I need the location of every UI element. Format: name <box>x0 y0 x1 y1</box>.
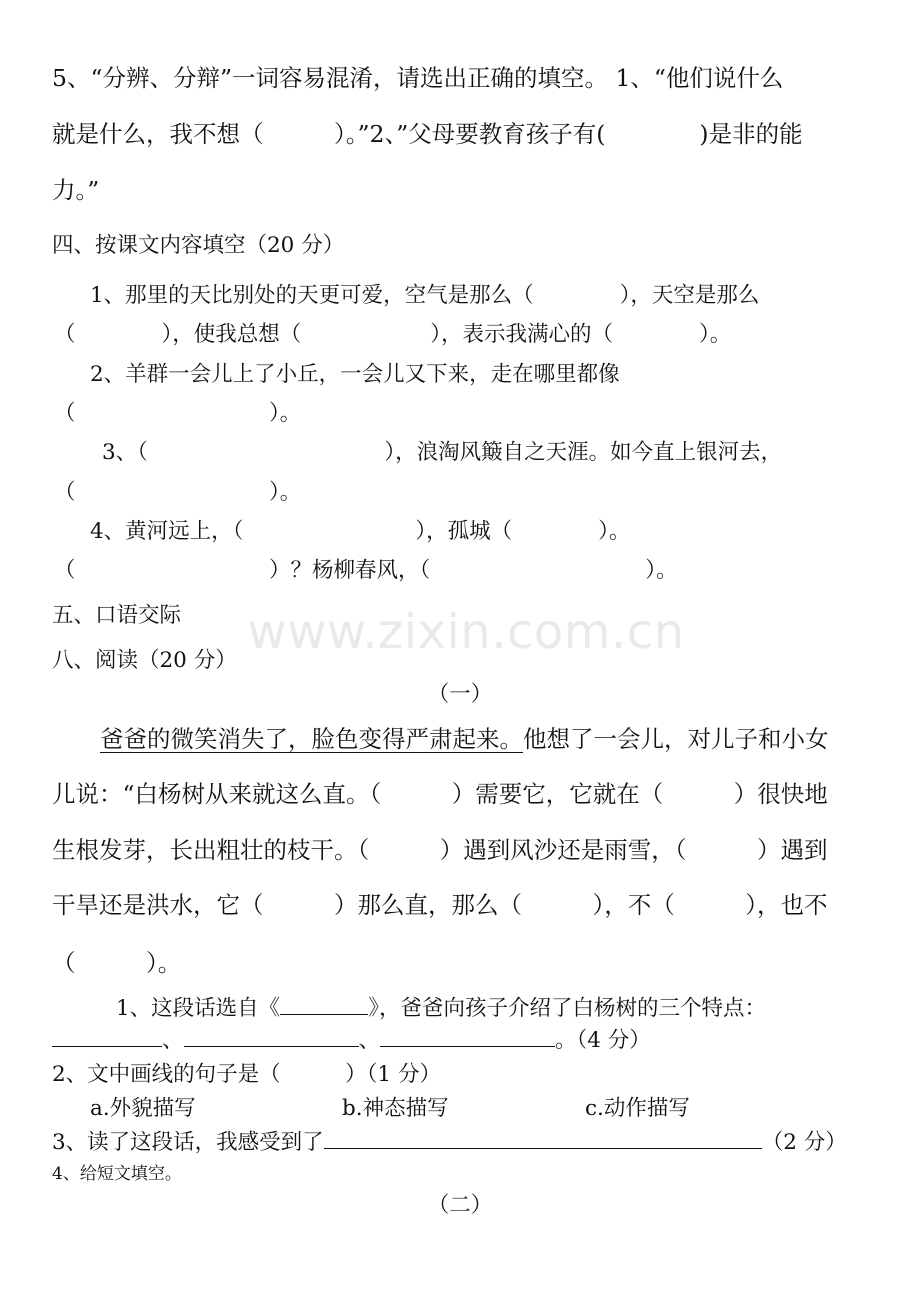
trait-blank-1[interactable] <box>52 1045 162 1047</box>
s4-q2-line-1: 2、羊群一会儿上了小丘，一会儿又下来，走在哪里都像 <box>90 362 620 387</box>
option-b: b.神态描写 <box>342 1096 449 1121</box>
reading-q1-line-1 <box>116 998 766 1020</box>
reading-q4: 4、给短文填空。 <box>52 1164 182 1184</box>
reading-q1-prefix: 1、这段话选自《 <box>116 996 281 1021</box>
passage-line-1-rest: 他想了一会儿，对儿子和小女 <box>523 725 829 753</box>
separator-1: 、 <box>162 1028 184 1053</box>
reading-q3 <box>52 1132 847 1154</box>
reading-q1-suffix: 》，爸爸向孩子介绍了白杨树的三个特点： <box>368 996 766 1021</box>
passage-line-1 <box>100 725 829 753</box>
q5-line-1: 5、“分辨、分辩”一词容易混淆，请选出正确的填空。 1、“他们说什么 <box>52 64 784 92</box>
s4-q3-line-1: 3、（ ），浪淘风簸自之天涯。如今直上银河去， <box>102 440 783 465</box>
q5-line-2: 就是什么，我不想（ ）。”2、”父母要教育孩子有( )是非的能 <box>52 120 803 148</box>
part-2-heading: （二） <box>427 1193 493 1218</box>
s4-q1-line-2: （ ），使我总想（ ），表示我满心的（ ）。 <box>54 322 732 347</box>
s4-q3-line-2: （ ）。 <box>54 480 302 505</box>
reading-q3-prefix: 3、读了这段话，我感受到了 <box>52 1130 324 1155</box>
reading-q1-score: 。（4 分） <box>555 1028 651 1053</box>
feeling-blank[interactable] <box>324 1147 762 1149</box>
section-4-title: 四、按课文内容填空（20 分） <box>52 233 345 258</box>
underlined-sentence: 爸爸的微笑消失了，脸色变得严肃起来。 <box>100 725 523 753</box>
part-1-heading: （一） <box>427 682 493 707</box>
s4-q4-line-1: 4、黄河远上，（ ），孤城（ ）。 <box>90 519 631 544</box>
passage-line-2: 儿说：“白杨树从来就这么直。（ ）需要它，它就在（ ）很快地 <box>52 780 828 808</box>
reading-q1-line-2 <box>52 1030 651 1052</box>
reading-q2: 2、文中画线的句子是（ ）（1 分） <box>52 1062 441 1087</box>
trait-blank-3[interactable] <box>380 1045 555 1047</box>
section-5-title: 五、口语交际 <box>52 603 182 628</box>
reading-q3-score: （2 分） <box>761 1130 847 1155</box>
s4-q1-line-1: 1、那里的天比别处的天更可爱，空气是那么（ ），天空是那么 <box>90 283 760 308</box>
source-blank[interactable] <box>280 1013 368 1015</box>
watermark-text: www.zixin.com.cn <box>247 604 685 660</box>
section-8-title: 八、阅读（20 分） <box>52 648 237 673</box>
s4-q4-line-2: （ ）？杨柳春风，（ ）。 <box>54 558 678 583</box>
separator-2: 、 <box>358 1028 381 1053</box>
option-a: a.外貌描写 <box>90 1096 196 1121</box>
option-c: c.动作描写 <box>585 1096 690 1121</box>
s4-q2-line-2: （ ）。 <box>54 401 302 426</box>
passage-line-4: 干旱还是洪水，它（ ）那么直，那么（ ），不（ ），也不 <box>52 891 828 919</box>
passage-line-3: 生根发芽，长出粗壮的枝干。（ ）遇到风沙还是雨雪，（ ）遇到 <box>52 836 828 864</box>
passage-line-5: （ ）。 <box>52 949 182 977</box>
q5-line-3: 力。” <box>52 176 100 204</box>
trait-blank-2[interactable] <box>184 1045 359 1047</box>
